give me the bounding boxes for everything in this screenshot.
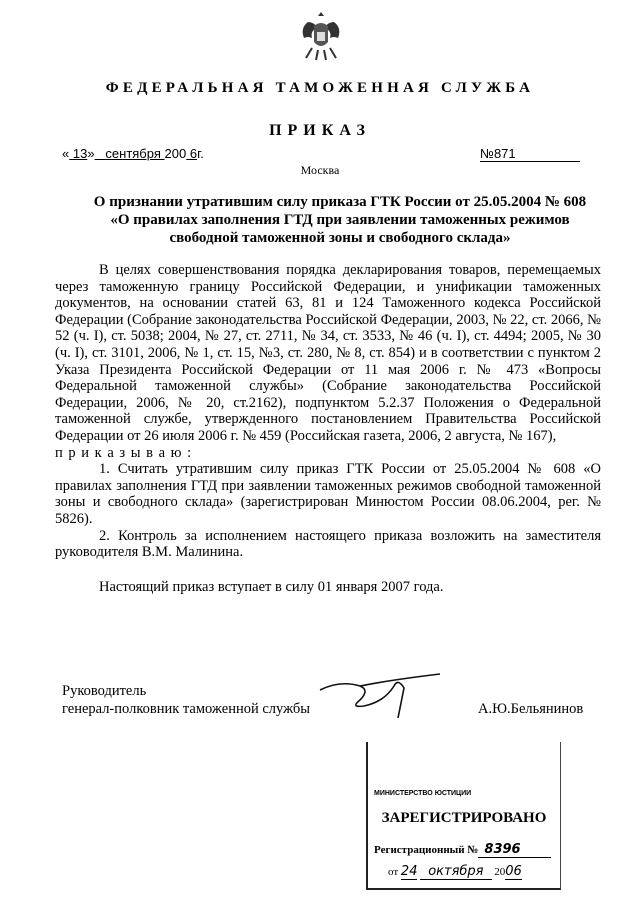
stamp-year-suffix: 06: [505, 864, 522, 879]
stamp-month: октября: [420, 864, 491, 880]
number-prefix: №: [480, 146, 494, 161]
date-year-suffix: 6: [189, 146, 198, 161]
order-date: [62, 146, 204, 161]
reg-label: Регистрационный №: [374, 844, 479, 856]
signatory-name: А.Ю.Бельянинов: [478, 701, 584, 717]
date-day: 13: [72, 146, 88, 161]
effective-date-paragraph: Настоящий приказ вступает в силу 01 января 2007 года.: [99, 578, 444, 595]
stamp-ministry: МИНИСТЕРСТВО ЮСТИЦИИ: [374, 790, 472, 797]
order-word: п р и к а з ы в а ю :: [55, 444, 193, 461]
heading-line: свободной таможенной зоны и свободного склада»: [169, 230, 511, 246]
handwritten-signature: [300, 670, 450, 730]
stamp-day: 24: [400, 864, 418, 879]
document-type: ПРИКАЗ: [269, 122, 371, 139]
coat-of-arms-emblem: [296, 8, 346, 64]
number-value: 871: [493, 146, 516, 161]
reg-number: 8396: [478, 842, 550, 858]
preamble-paragraph: В целях совершенствования порядка декларирования товаров, перемещаемых через таможенную границу Российской Федерации, и унификации таможенных документов, на основании статей 63, 81 и 124 Таможенного кодекса Российской Федерации (Собрание законодательства Российской Федерации, 2003, № 22, ст. 2066, № 52 (ч. I), ст. 5038; 2004, № 27, ст. 2711, № 34, ст. 3533, № 46 (ч. I), ст. 4494; 2005, № 30 (ч. I), ст. 3101, 2006, № 1, ст. 15, №3, ст. 280, № 8, ст. 854) и в соответствии с пунктом 2 Указа Президента Российской Федерации от 11 мая 2006 г. № 473 «Вопросы Федеральной таможенной службы» (Собрание законодательства Российской Федерации, 2006, № 20, ст.2162), подпунктом 5.2.37 Положения о Федеральной таможенной службе, утвержденного постановлением Правительства Российской Федерации от 26 июля 2006 г. № 459 (Российская газета, 2006, 2 августа, № 167),: [55, 262, 601, 444]
heading-line: «О правилах заполнения ГТД при заявлении таможенных режимов: [110, 212, 570, 228]
registration-stamp: [366, 742, 561, 890]
date-prefix: от: [388, 866, 399, 878]
stamp-year-prefix: 20: [494, 866, 506, 878]
order-heading: [80, 193, 600, 247]
order-item-1: 1. Считать утратившим силу приказ ГТК России от 25.05.2004 № 608 «О правилах заполнения ГТД при заявлении таможенных режимов свободной таможенной зоны и свободного склада» (зарегистрирован Минюстом России 08.06.2004, рег. № 5826).: [55, 461, 601, 527]
quote-close: »: [87, 146, 95, 161]
stamp-reg-number: [374, 842, 554, 857]
agency-title: ФЕДЕРАЛЬНАЯ ТАМОЖЕННАЯ СЛУЖБА: [105, 80, 535, 96]
date-month: сентября: [105, 146, 161, 161]
quote-open: «: [62, 146, 70, 161]
signatory-rank: генерал-полковник таможенной службы: [62, 701, 311, 717]
order-body: [55, 262, 601, 595]
order-number: [480, 146, 580, 162]
stamp-status: ЗАРЕГИСТРИРОВАНО: [381, 810, 547, 826]
date-year-prefix: 200: [164, 146, 187, 161]
city: Москва: [300, 163, 340, 177]
stamp-date: [388, 864, 522, 879]
heading-line: О признании утратившим силу приказа ГТК России от 25.05.2004 № 608: [93, 194, 587, 210]
order-item-2: 2. Контроль за исполнением настоящего приказа возложить на заместителя руководителя В.М. Малинина.: [55, 527, 601, 561]
signatory-title: Руководитель: [62, 683, 147, 699]
date-year-unit: г.: [197, 146, 204, 161]
